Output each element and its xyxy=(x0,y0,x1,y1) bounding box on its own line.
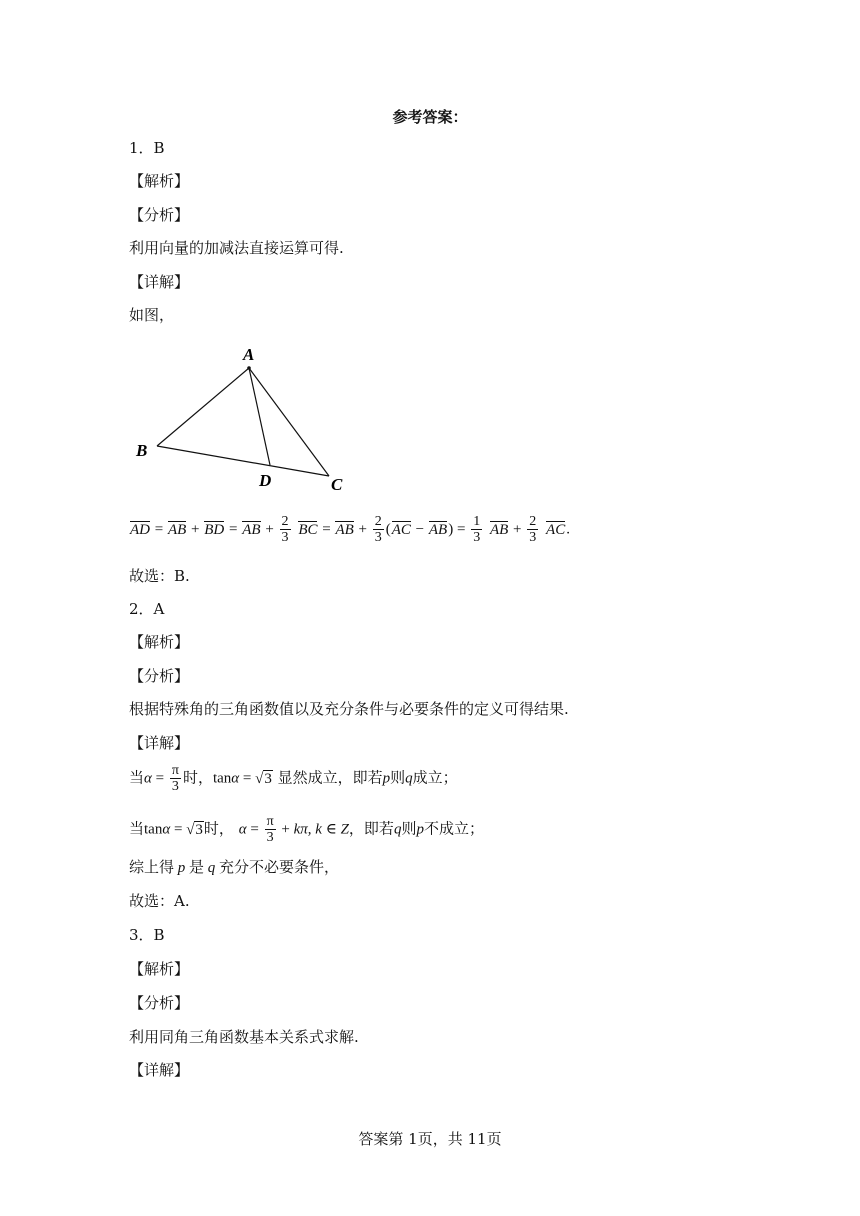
q3-jiexi-heading: 【解析】 xyxy=(129,960,190,978)
q1-number: 1．B xyxy=(129,139,165,157)
vec-ab: AB xyxy=(167,521,187,538)
vec-ac: AC xyxy=(391,521,411,538)
vec-ab: AB xyxy=(335,521,354,538)
vec-ab: AB xyxy=(489,521,509,538)
q1-xiangjie-heading: 【详解】 xyxy=(129,273,190,291)
vec-ab: AB xyxy=(428,521,448,538)
q2-number: 2．A xyxy=(129,600,165,618)
q2-fenxi-heading: 【分析】 xyxy=(129,667,190,685)
q2-detail-line1: 当α = $\frac{\pi}{3}$ 时，tanα = √3 显然成立，即若p则q成立； xyxy=(129,763,458,794)
q2-detail-line3: 综上得 p 是 q 充分不必要条件， xyxy=(129,858,340,876)
q2-analysis: 根据特殊角的三角函数值以及充分条件与必要条件的定义可得结果. xyxy=(129,700,569,718)
q3-fenxi-heading: 【分析】 xyxy=(129,994,190,1012)
segment-bc xyxy=(157,446,329,476)
q1-analysis: 利用向量的加减法直接运算可得. xyxy=(129,239,344,257)
point-a xyxy=(247,366,251,370)
q3-number: 3．B xyxy=(129,926,165,944)
label-b: B xyxy=(136,441,148,460)
frac-two-thirds: $\frac{2}{3}$ xyxy=(281,514,289,545)
page-footer: 答案第 1页，共 11页 xyxy=(358,1130,502,1148)
vec-ab: AB xyxy=(242,521,261,538)
label-d: D xyxy=(259,471,272,490)
q2-xiangjie-heading: 【详解】 xyxy=(129,734,190,752)
q3-analysis: 利用同角三角函数基本关系式求解. xyxy=(129,1028,359,1046)
q1-fenxi-heading: 【分析】 xyxy=(129,206,190,224)
triangle-figure xyxy=(130,340,360,500)
q1-jiexi-heading: 【解析】 xyxy=(129,172,190,190)
label-c: C xyxy=(331,475,343,494)
q1-vector-formula: AD = AB + BD = AB + $\frac{2}{3}$ BC = AB + $\frac{2}{3}$ (AC − AB) = $\frac{1}{3}$ AB + $\frac{2}{3}$ AC. xyxy=(130,514,570,545)
q2-detail-line2: 当tanα = √3时， α = $\frac{\pi}{3}$ + kπ, k ∈ Z，即若q则p不成立； xyxy=(129,814,484,845)
frac-one-third: $\frac{1}{3}$ xyxy=(473,514,481,545)
vec-bc: BC xyxy=(298,521,318,538)
frac-two-thirds: $\frac{2}{3}$ xyxy=(529,514,537,545)
vec-bd: BD xyxy=(204,521,225,538)
q2-conclusion: 故选：A. xyxy=(129,892,190,910)
segment-ab xyxy=(157,368,249,446)
q1-conclusion: 故选：B. xyxy=(129,567,190,585)
label-a: A xyxy=(243,345,255,364)
q1-rutu: 如图， xyxy=(129,306,175,324)
q3-xiangjie-heading: 【详解】 xyxy=(129,1061,190,1079)
vec-ad: AD xyxy=(130,521,150,538)
frac-two-thirds: $\frac{2}{3}$ xyxy=(374,514,382,545)
vec-ac: AC xyxy=(546,521,566,538)
q2-jiexi-heading: 【解析】 xyxy=(129,633,190,651)
page-title: 参考答案： xyxy=(392,108,468,126)
